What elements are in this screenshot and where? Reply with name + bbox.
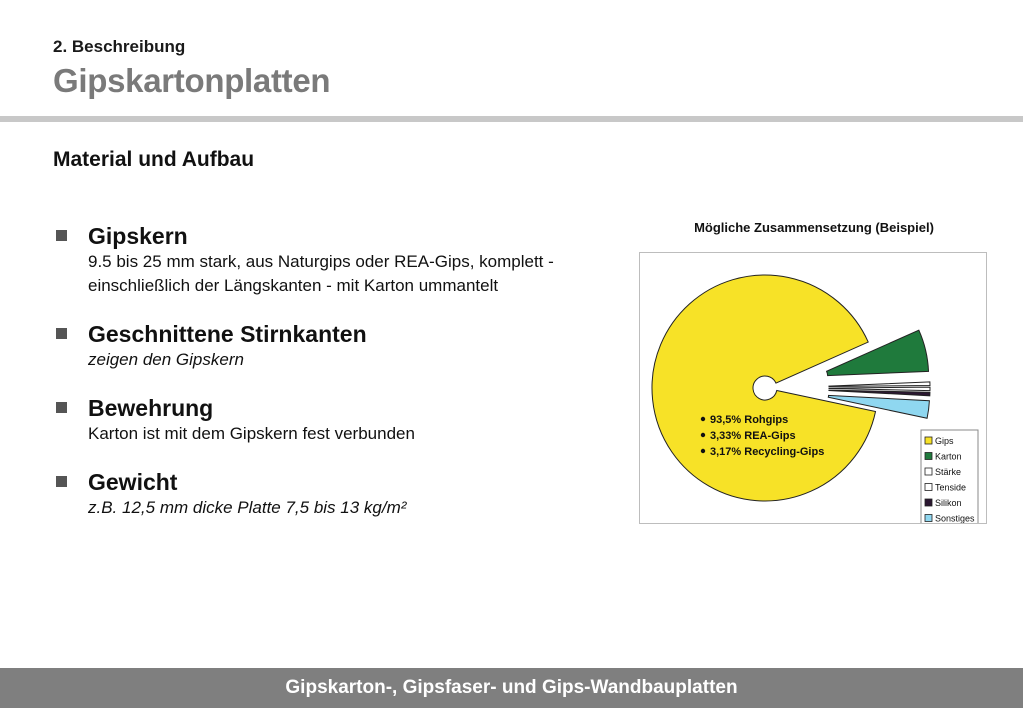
legend-swatch-gips [925, 437, 932, 444]
annotation-bullet-icon [701, 449, 705, 453]
section-title: Material und Aufbau [53, 148, 255, 171]
bullet-heading: Gewicht [88, 469, 178, 495]
bullet-item-stirnkanten [56, 320, 566, 372]
bullet-text: Karton ist mit dem Gipskern fest verbunden [88, 424, 415, 443]
legend-swatch-tenside [925, 484, 932, 491]
legend-swatch-silikon [925, 499, 932, 506]
bullet-heading: Geschnittene Stirnkanten [88, 321, 367, 347]
bullet-heading: Bewehrung [88, 395, 214, 421]
legend-label: Tenside [935, 482, 967, 493]
bullet-text: z.B. 12,5 mm dicke Platte 7,5 bis 13 kg/m² [88, 498, 407, 517]
bullet-text: zeigen den Gipskern [88, 350, 244, 369]
legend-swatch-sonstiges [925, 515, 932, 522]
annotation-bullet-icon [701, 417, 705, 421]
chart-caption: Mögliche Zusammensetzung (Beispiel) [694, 220, 934, 235]
page-title: Gipskartonplatten [53, 62, 331, 99]
pie-chart-frame [639, 252, 987, 524]
bullet-list [56, 222, 566, 542]
bullet-heading: Gipskern [88, 223, 188, 249]
pie-annotation: 93,5% Rohgips [710, 414, 789, 426]
legend-label: Silikon [935, 498, 962, 508]
header-divider [0, 116, 1023, 122]
bullet-square-icon [56, 402, 67, 413]
pie-chart [640, 253, 986, 523]
pie-annotation: 3,33% REA-Gips [710, 430, 796, 442]
pie-annotation: 3,17% Recycling-Gips [710, 446, 825, 458]
legend-swatch-stärke [925, 468, 932, 475]
bullet-square-icon [56, 328, 67, 339]
pie-slice-silikon [829, 390, 930, 396]
annotation-bullet-icon [701, 433, 705, 437]
section-number: 2. Beschreibung [53, 37, 186, 56]
bullet-text: 9.5 bis 25 mm stark, aus Naturgips oder REA-Gips, komplett - einschließlich der Längskanten - mit Karton ummantelt [88, 252, 554, 295]
legend-label: Stärke [935, 467, 962, 477]
bullet-square-icon [56, 476, 67, 487]
bullet-square-icon [56, 230, 67, 241]
pie-slice-stärke [829, 382, 930, 387]
footer-bar: Gipskarton-, Gipsfaser- und Gips-Wandbauplatten [0, 668, 1023, 708]
legend-swatch-karton [925, 453, 932, 460]
bullet-item-gipskern [56, 222, 566, 298]
legend-label: Gips [935, 436, 954, 446]
legend-label: Karton [935, 451, 962, 462]
legend-label: Sonstiges [935, 513, 975, 523]
bullet-item-bewehrung [56, 394, 566, 446]
bullet-item-gewicht [56, 468, 566, 520]
